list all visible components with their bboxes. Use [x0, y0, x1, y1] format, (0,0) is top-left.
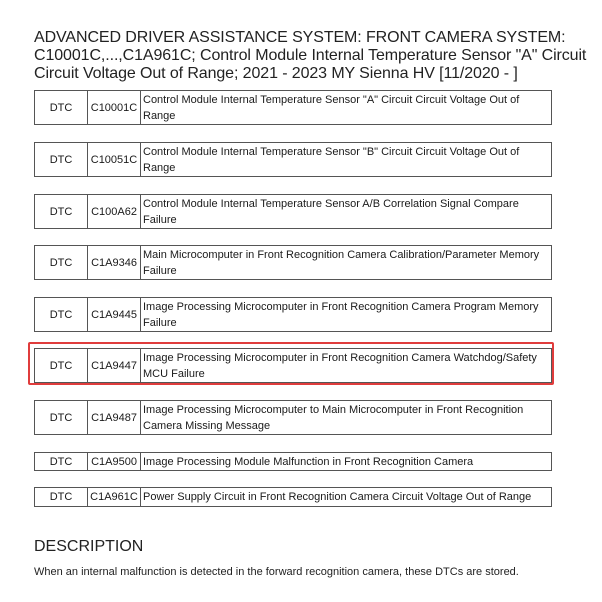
dtc-code-cell: C10051C [88, 143, 141, 177]
dtc-description-cell: Main Microcomputer in Front Recognition Camera Calibration/Parameter Memory Failure [143, 248, 540, 277]
dtc-table-row-7 [34, 400, 552, 435]
dtc-type-cell: DTC [35, 401, 88, 435]
dtc-table-row-4 [34, 245, 552, 280]
dtc-code-cell: C1A9346 [88, 246, 141, 280]
dtc-type-cell: DTC [35, 91, 88, 125]
dtc-table-row-8 [34, 452, 552, 471]
highlight-box [28, 342, 554, 385]
dtc-code-cell: C1A9487 [88, 401, 141, 435]
dtc-code-cell: C1A9447 [88, 349, 141, 383]
dtc-table-row-1 [34, 90, 552, 125]
dtc-code-cell: C100A62 [88, 195, 141, 229]
dtc-description-cell: Image Processing Module Malfunction in Front Recognition Camera [143, 455, 474, 468]
dtc-type-cell: DTC [35, 453, 88, 471]
dtc-type-cell: DTC [35, 195, 88, 229]
dtc-description-cell: Image Processing Microcomputer to Main Microcomputer in Front Recognition Camera Missing Message [143, 403, 524, 432]
dtc-type-cell: DTC [35, 488, 88, 507]
description-text: When an internal malfunction is detected in the forward recognition camera, these DTCs are stored. [34, 566, 519, 578]
description-heading: DESCRIPTION [34, 538, 144, 555]
dtc-description-cell: Image Processing Microcomputer in Front Recognition Camera Watchdog/Safety MCU Failure [143, 351, 537, 380]
dtc-type-cell: DTC [35, 143, 88, 177]
dtc-table-row-9 [34, 487, 552, 507]
dtc-code-cell: C1A9445 [88, 298, 141, 332]
dtc-code-cell: C1A9500 [88, 453, 141, 471]
dtc-description-cell: Control Module Internal Temperature Sensor "A" Circuit Circuit Voltage Out of Range [143, 93, 520, 122]
dtc-description-cell: Power Supply Circuit in Front Recognition Camera Circuit Voltage Out of Range [143, 491, 532, 503]
dtc-type-cell: DTC [35, 349, 88, 383]
dtc-table-row-5 [34, 297, 552, 332]
dtc-table-row-3 [34, 194, 552, 229]
dtc-description-cell: Control Module Internal Temperature Sensor "B" Circuit Circuit Voltage Out of Range [143, 145, 520, 174]
dtc-description-cell: Control Module Internal Temperature Sensor A/B Correlation Signal Compare Failure [143, 197, 519, 226]
dtc-type-cell: DTC [35, 298, 88, 332]
dtc-code-cell: C10001C [88, 91, 141, 125]
dtc-description-cell: Image Processing Microcomputer in Front Recognition Camera Program Memory Failure [143, 300, 539, 329]
dtc-code-cell: C1A961C [88, 488, 141, 507]
dtc-type-cell: DTC [35, 246, 88, 280]
page-title: ADVANCED DRIVER ASSISTANCE SYSTEM: FRONT CAMERA SYSTEM: C10001C,...,C1A961C; Control Module Internal Temperature Sensor "A" Circuit Circuit Voltage Out of Range; 2021 - 2023 MY Sienna HV [11/2020 - ] [34, 29, 587, 82]
dtc-table-row-2 [34, 142, 552, 177]
